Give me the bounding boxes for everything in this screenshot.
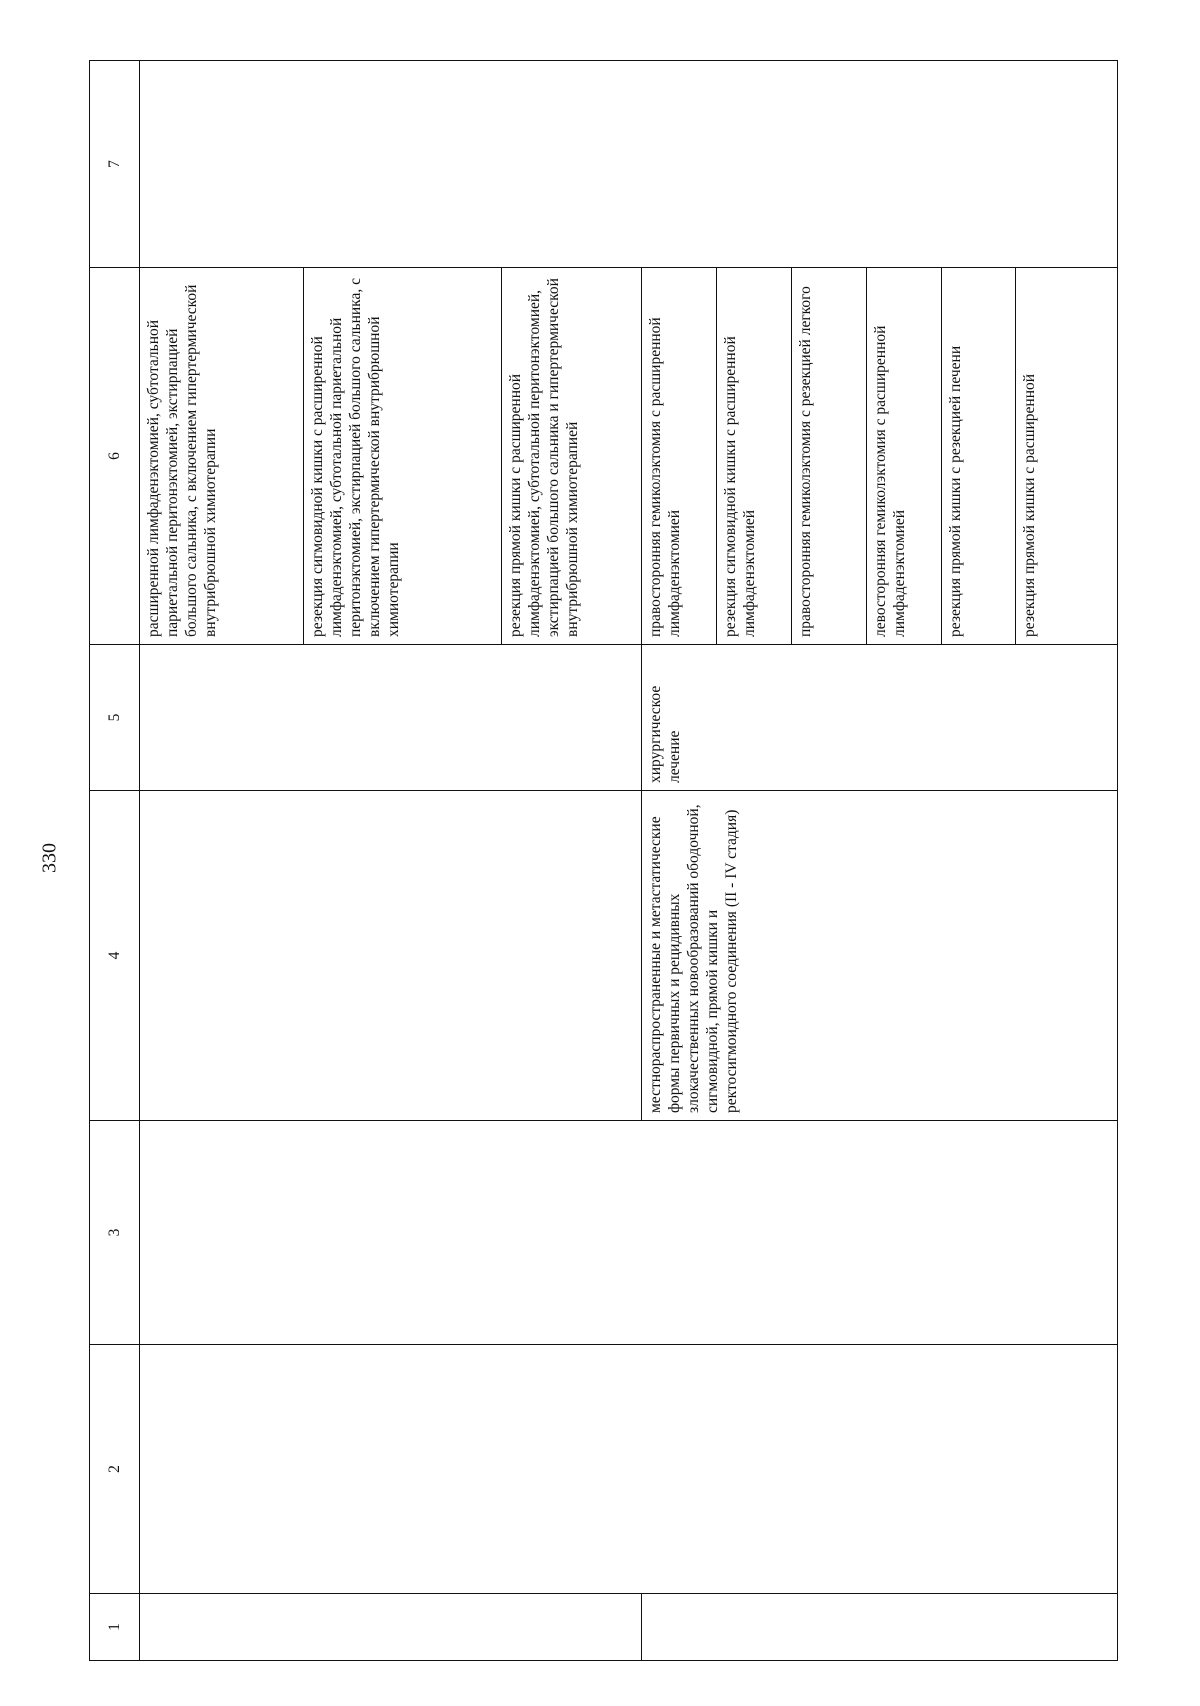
procedure-cell: правосторонняя гемиколэктомия с резекцией легкого — [792, 268, 867, 645]
medical-care-table — [89, 60, 1118, 1661]
procedure-cell: резекция прямой кишки с расширенной — [1016, 268, 1118, 645]
column-3-cell — [140, 1121, 1118, 1345]
treatment-cell: хирургическое лечение — [642, 645, 1118, 791]
column-header-1: 1 — [90, 1594, 140, 1661]
column-7-cell — [140, 61, 1118, 268]
procedure-cell: расширенной лимфаденэктомией, субтотальной париетальной перитонэктомией, экстирпацией большого сальника, с включением гипертермической внутрибрюшной химиотерапии — [140, 268, 304, 645]
column-header-7: 7 — [90, 61, 140, 268]
procedure-cell: резекция прямой кишки с расширенной лимфаденэктомией, субтотальной перитонэктомией, экстирпацией большого сальника и гипертермической внутрибрюшной химиотерапией — [502, 268, 642, 645]
column-4-cell — [140, 791, 642, 1121]
column-2-cell — [140, 1345, 1118, 1594]
column-1-cell — [642, 1594, 1118, 1661]
column-header-3: 3 — [90, 1121, 140, 1345]
procedure-cell: резекция сигмовидной кишки с расширенной лимфаденэктомией — [717, 268, 792, 645]
procedure-cell: левосторонняя гемиколэктомия с расширенной лимфаденэктомией — [867, 268, 942, 645]
column-header-4: 4 — [90, 791, 140, 1121]
procedure-cell: правосторонняя гемиколэктомия с расширенной лимфаденэктомией — [642, 268, 717, 645]
header-row — [90, 61, 140, 1661]
procedure-cell: резекция прямой кишки с резекцией печени — [942, 268, 1016, 645]
table-row — [140, 61, 304, 1661]
column-header-6: 6 — [90, 268, 140, 645]
diagnosis-cell: местнораспространенные и метастатические формы первичных и рецидивных злокачественных новообразований ободочной, сигмовидной, прямой кишки и ректосигмоидного соединения (II - IV стадия) — [642, 791, 1118, 1121]
column-header-5: 5 — [90, 645, 140, 791]
column-5-cell — [140, 645, 642, 791]
column-header-2: 2 — [90, 1345, 140, 1594]
page-number: 330 — [38, 843, 61, 873]
rotated-table-wrapper — [89, 61, 1116, 1661]
column-1-cell — [140, 1594, 642, 1661]
page-frame — [89, 61, 1116, 1661]
procedure-cell: резекция сигмовидной кишки с расширенной лимфаденэктомией, субтотальной париетальной перитонэктомией, экстирпацией большого сальника, с включением гипертермической внутрибрюшной химиотерапии — [304, 268, 502, 645]
